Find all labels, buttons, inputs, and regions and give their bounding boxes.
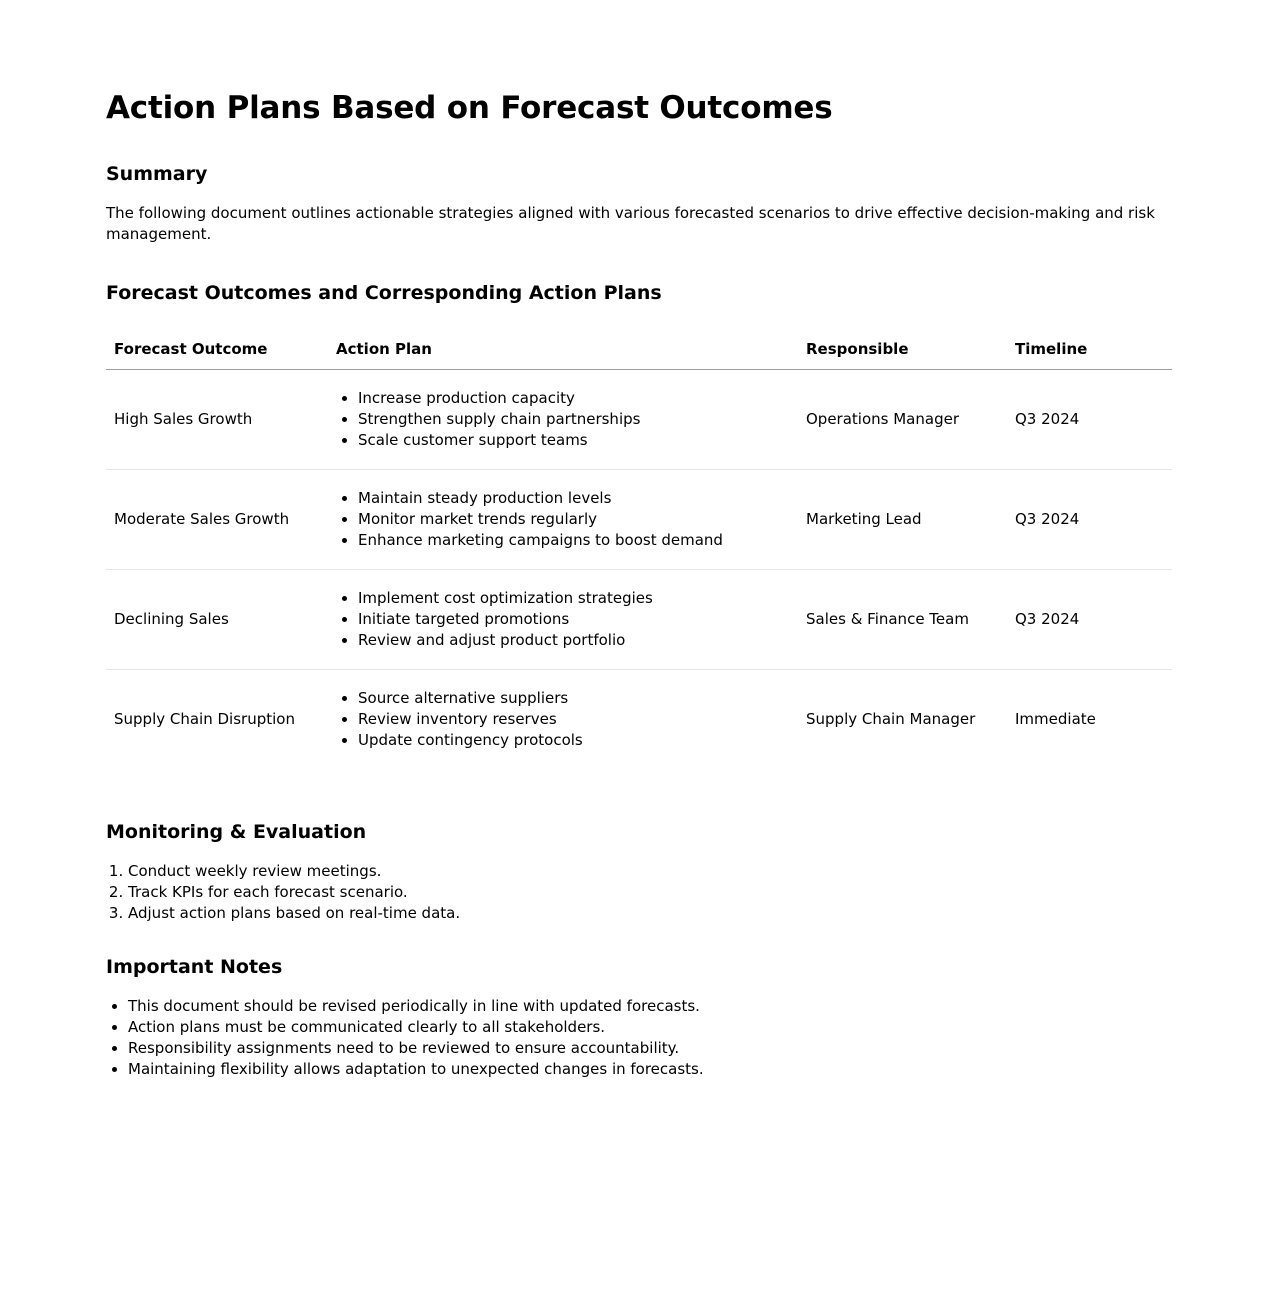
- summary-heading: Summary: [106, 163, 208, 185]
- column-header-outcome: Forecast Outcome: [106, 329, 328, 370]
- table-header-row: [106, 329, 1172, 370]
- action-item: • Review inventory reserves: [358, 709, 790, 730]
- action-list: [336, 688, 790, 751]
- column-header-responsible: Responsible: [798, 329, 1007, 370]
- action-item: • Maintain steady production levels: [358, 488, 790, 509]
- monitoring-item: 1. Conduct weekly review meetings.: [128, 861, 1172, 882]
- note-item: • Responsibility assignments need to be reviewed to ensure accountability.: [128, 1038, 1172, 1059]
- note-item: • Maintaining flexibility allows adaptation to unexpected changes in forecasts.: [128, 1059, 1172, 1080]
- outcome-cell: Moderate Sales Growth: [106, 470, 328, 570]
- outcome-cell: Supply Chain Disruption: [114, 710, 295, 728]
- action-item: • Strengthen supply chain partnerships: [358, 409, 790, 430]
- timeline-cell: Q3 2024: [1007, 470, 1172, 570]
- monitoring-item: 3. Adjust action plans based on real-time data.: [128, 903, 1172, 924]
- table-row: [106, 470, 1172, 570]
- monitoring-item: 2. Track KPIs for each forecast scenario.: [128, 882, 1172, 903]
- note-item: • Action plans must be communicated clearly to all stakeholders.: [128, 1017, 1172, 1038]
- timeline-cell: Immediate: [1015, 710, 1096, 728]
- responsible-cell: Sales & Finance Team: [798, 570, 1007, 670]
- action-item: • Review and adjust product portfolio: [358, 630, 790, 651]
- action-item: • Implement cost optimization strategies: [358, 588, 790, 609]
- responsible-cell: Supply Chain Manager: [806, 710, 976, 728]
- notes-list: [106, 996, 1172, 1080]
- monitoring-list: [106, 861, 1172, 924]
- column-header-action-plan: Action Plan: [328, 329, 798, 370]
- summary-text: The following document outlines actionable strategies aligned with various forecasted scenarios to drive effective decision-making and risk management.: [106, 204, 1155, 243]
- note-item: • This document should be revised periodically in line with updated forecasts.: [128, 996, 1172, 1017]
- action-plan-table: [106, 329, 1172, 769]
- action-item: • Increase production capacity: [358, 388, 790, 409]
- action-item: • Monitor market trends regularly: [358, 509, 790, 530]
- responsible-cell: Operations Manager: [798, 370, 1007, 470]
- action-item: • Source alternative suppliers: [358, 688, 790, 709]
- action-plan-cell: [328, 370, 798, 470]
- page-title: Action Plans Based on Forecast Outcomes: [106, 90, 833, 126]
- responsible-cell: Marketing Lead: [798, 470, 1007, 570]
- action-list: [336, 388, 790, 451]
- notes-heading: Important Notes: [106, 956, 283, 978]
- action-item: • Scale customer support teams: [358, 430, 790, 451]
- action-list: [336, 488, 790, 551]
- column-header-timeline: Timeline: [1007, 329, 1172, 370]
- table-row: [106, 370, 1172, 470]
- table-heading: Forecast Outcomes and Corresponding Action Plans: [106, 282, 662, 304]
- timeline-cell: Q3 2024: [1007, 570, 1172, 670]
- outcome-cell: High Sales Growth: [106, 370, 328, 470]
- action-plan-cell: [328, 670, 798, 770]
- monitoring-heading: Monitoring & Evaluation: [106, 821, 367, 843]
- action-list: [336, 588, 790, 651]
- action-plan-cell: [328, 470, 798, 570]
- outcome-cell: Declining Sales: [106, 570, 328, 670]
- action-item: • Enhance marketing campaigns to boost demand: [358, 530, 790, 551]
- action-plan-cell: [328, 570, 798, 670]
- timeline-cell: Q3 2024: [1007, 370, 1172, 470]
- table-row: [106, 570, 1172, 670]
- action-item: • Update contingency protocols: [358, 730, 790, 751]
- document-page: [106, 0, 1172, 1080]
- action-item: • Initiate targeted promotions: [358, 609, 790, 630]
- table-row: [106, 670, 1172, 770]
